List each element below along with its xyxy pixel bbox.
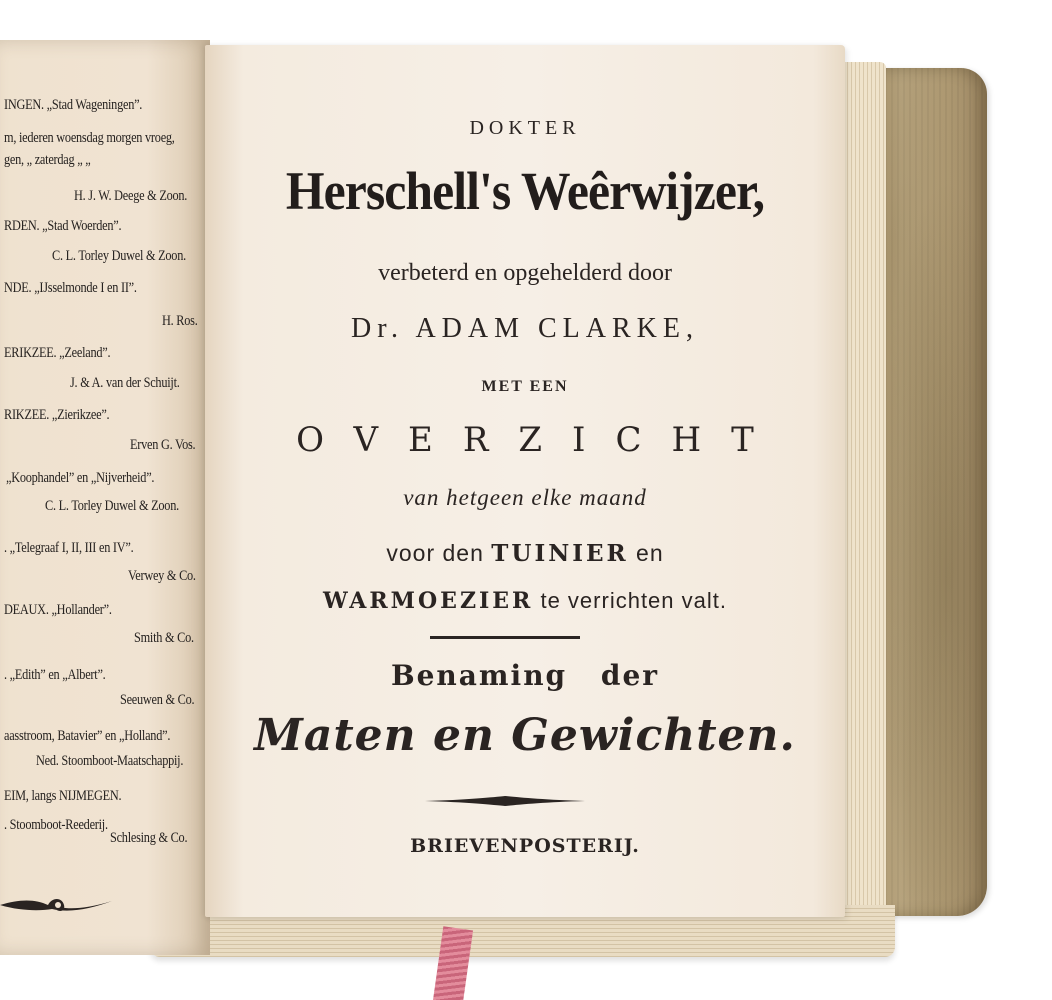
left-line: C. L. Torley Duwel & Zoon. bbox=[45, 498, 179, 514]
maten-gewichten-line: Maten en Gewichten. bbox=[254, 710, 796, 761]
line-ornament bbox=[425, 795, 585, 807]
left-line: ERIKZEE. „Zeeland”. bbox=[4, 345, 111, 361]
brievenposterij-line: BRIEVENPOSTERIJ. bbox=[410, 835, 640, 857]
left-line: INGEN. „Stad Wageningen”. bbox=[4, 97, 143, 113]
overzicht-line: OVERZICHT bbox=[296, 420, 784, 460]
title-divider bbox=[430, 636, 580, 639]
tuinier-text: TUINIER bbox=[491, 540, 629, 567]
left-line: RDEN. „Stad Woerden”. bbox=[4, 218, 122, 234]
left-line: gen, „ zaterdag „ „ bbox=[4, 152, 91, 168]
left-line: „Koophandel” en „Nijverheid”. bbox=[6, 470, 155, 486]
left-page bbox=[0, 40, 210, 955]
left-line: . Stoomboot-Reederij. bbox=[4, 817, 108, 833]
left-line: Schlesing & Co. bbox=[110, 830, 188, 846]
left-line: Seeuwen & Co. bbox=[120, 692, 195, 708]
left-line: Ned. Stoomboot-Maatschappij. bbox=[36, 753, 184, 769]
left-line: EIM, langs NIJMEGEN. bbox=[4, 788, 122, 804]
left-line: Erven G. Vos. bbox=[130, 437, 196, 453]
left-line: NDE. „IJsselmonde I en II”. bbox=[4, 280, 137, 296]
left-line: Verwey & Co. bbox=[128, 568, 196, 584]
en-text: en bbox=[636, 540, 664, 566]
met-een-line: MET EEN bbox=[481, 378, 569, 395]
left-line: m, iederen woensdag morgen vroeg, bbox=[4, 130, 175, 146]
main-title: Herschell's Weêrwijzer, bbox=[285, 161, 765, 221]
left-line: DEAUX. „Hollander”. bbox=[4, 602, 112, 618]
left-line: . „Edith” en „Albert”. bbox=[4, 667, 106, 683]
voor-den-line bbox=[205, 540, 845, 567]
benaming-line: Benaming der bbox=[390, 659, 660, 692]
warmoezier-text: WARMOEZIER bbox=[323, 588, 534, 614]
left-line: . „Telegraaf I, II, III en IV”. bbox=[4, 540, 134, 556]
warmoezier-line bbox=[205, 588, 845, 614]
title-page bbox=[205, 45, 845, 917]
left-line: C. L. Torley Duwel & Zoon. bbox=[52, 248, 186, 264]
left-line: H. J. W. Deege & Zoon. bbox=[74, 188, 188, 204]
left-line: aasstroom, Batavier” en „Holland”. bbox=[4, 728, 171, 744]
left-line: RIKZEE. „Zierikzee”. bbox=[4, 407, 110, 423]
te-verrichten-text: te verrichten valt. bbox=[540, 588, 727, 613]
author-line: Dr. ADAM CLARKE, bbox=[350, 313, 699, 344]
left-line: H. Ros. bbox=[162, 313, 198, 329]
dokter-line: DOKTER bbox=[469, 117, 581, 139]
van-hetgeen-line: van hetgeen elke maand bbox=[403, 485, 647, 510]
left-line: Smith & Co. bbox=[134, 630, 194, 646]
left-line: J. & A. van der Schuijt. bbox=[70, 375, 180, 391]
flourish-ornament bbox=[0, 893, 120, 917]
subtitle: verbeterd en opgehelderd door bbox=[378, 260, 672, 286]
voor-den-text: voor den bbox=[386, 540, 484, 566]
